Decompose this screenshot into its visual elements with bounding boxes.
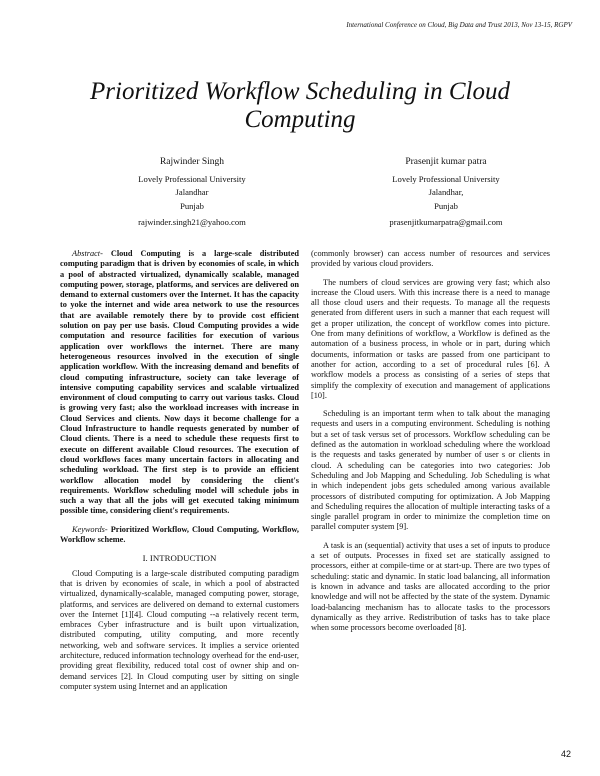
- author-city: Jalandhar,: [428, 187, 464, 197]
- author-email: prasenjitkumarpatra@gmail.com: [389, 217, 503, 227]
- author-state: Punjab: [434, 200, 458, 211]
- author-affiliation: Lovely Professional University: [138, 173, 246, 184]
- abstract-text: Cloud Computing is a large-scale distributed computing paradigm that is driven by economies of scale, in which a pool of abstracted virtualized, dynamically scalable, managed computing power, storage, platforms, and services are delivered on demand to external customers over the Internet. It has the capacity to yoke the internet and wide area network to use the resources that are available remotely there by to provide cost efficient solution on pay per use basis. Cloud Computing provides a wide computation and resource facilities for execution of various application over workflows the internet. There are many heterogeneous resources involved in the execution of single application workflow. With the increasing demand and benefits of cloud computing infrastructure, society can take leverage of intensive computing capability services and scalable virtualized environment of cloud computing to carry out various tasks. Cloud is growing very fast; also the workload increases with increase in Cloud Services and clients. Now days it become challenge for a Cloud Infrastructure to handle requests generated by number of Cloud clients. There is a need to schedule these requests first to execute on different available Cloud resources. The execution of cloud workflows faces many uncertain factors in allocating and scheduling workload. The first step is to provide an efficient workflow allocation model by considering the client's requirements. Workflow scheduling model will schedule jobs in such a way that all the jobs will get executed taking minimum possible time, considering client's requirements.: [60, 249, 299, 516]
- left-column: [60, 249, 299, 700]
- right-column: [311, 249, 550, 641]
- intro-paragraph: Cloud Computing is a large-scale distributed computing paradigm that is driven by economies of scale, in which a pool of abstracted virtualized, dynamically-scalable, managed computing power, storage, platforms, and services are delivered on demand to external customers over the Internet [1][4]. Cloud computing --a relatively recent term, embraces Cyber infrastructure and is built upon virtualization, distributed computing, utility computing, and more recently networking, web and software services. It implies a service oriented architecture, reduced information technology overhead for the end-user, providing great flexibility, reduced total cost of owner ship and on-demand services [2]. In Cloud computing user by sitting on single computer system using Internet and an application: [60, 568, 299, 691]
- author-block-2: [326, 156, 566, 230]
- keywords-text: Prioritized Workflow, Cloud Computing, Workflow, Workflow scheme.: [60, 524, 299, 545]
- paper-title: [0, 78, 600, 134]
- paragraph-workflow: The numbers of cloud services are growing very fast; which also increase the Cloud users. With this increase there is a need to manage all those cloud users and their requests. To manage all the requests generated from different users in such a manner that each request will get a proper utilization, the concept of workflow comes into picture. One from many definitions of workflow, a Workflow is defined as the automation of a business process, in whole or in part, during which documents, information or tasks are passed from one participant to another for action, according to a set of procedural rules [6]. A workflow models a process as consisting of a series of steps that simplify the complexity of execution and management of applications [10].: [311, 277, 550, 400]
- author-city: Jalandhar: [175, 187, 209, 197]
- keywords-lead: Keywords-: [72, 524, 108, 534]
- title-line-2: Computing: [244, 106, 356, 133]
- author-email: rajwinder.singh21@yahoo.com: [138, 217, 246, 227]
- abstract: [60, 249, 299, 517]
- conference-header: International Conference on Cloud, Big Data and Trust 2013, Nov 13-15, RGPV: [346, 21, 572, 29]
- paragraph-continuation: (commonly browser) can access number of resources and services provided by various cloud providers.: [311, 249, 550, 269]
- author-state: Punjab: [180, 200, 204, 211]
- title-line-1: Prioritized Workflow Scheduling in Cloud: [90, 78, 510, 105]
- paragraph-scheduling: Scheduling is an important term when to talk about the managing requests and users in a computing environment. Scheduling is nothing but a set of task versus set of processors. Workflow scheduling can be defined as the automation in workload scheduling where the workload is the requests and tasks generated by number of user s or clients in cloud. A scheduling can be categories into two categories: Job Scheduling and Job Mapping and Scheduling. Job Scheduling is what in which independent jobs gets scheduled among various available processors of distributed computing for optimization. A Job Mapping and Scheduling requires the allocation of multiple interacting tasks of a single parallel program in order to minimize the completion time on parallel computer system [9].: [311, 409, 550, 532]
- author-name: Prasenjit kumar patra: [405, 157, 487, 167]
- paragraph-task: A task is an (sequential) activity that uses a set of inputs to produce a set of outputs. Processes in fixed set are statically assigned to processors, either at compile-time or at start-up. There are two types of scheduling: static and dynamic. In static load balancing, all information is known in advance and tasks are allocated according to the prior knowledge and will not be affected by the state of the system. Dynamic load-balancing mechanism has to allocate tasks to the processors dynamically as they arrive. Redistribution of tasks has to take place when some processors become overloaded [8].: [311, 540, 550, 633]
- section-heading-introduction: I. INTRODUCTION: [142, 553, 217, 564]
- abstract-lead: Abstract-: [72, 249, 103, 258]
- author-affiliation: Lovely Professional University: [392, 173, 500, 184]
- keywords: [60, 525, 299, 546]
- author-name: Rajwinder Singh: [159, 157, 225, 167]
- author-block-1: [72, 156, 312, 230]
- page-number: 42: [560, 749, 571, 759]
